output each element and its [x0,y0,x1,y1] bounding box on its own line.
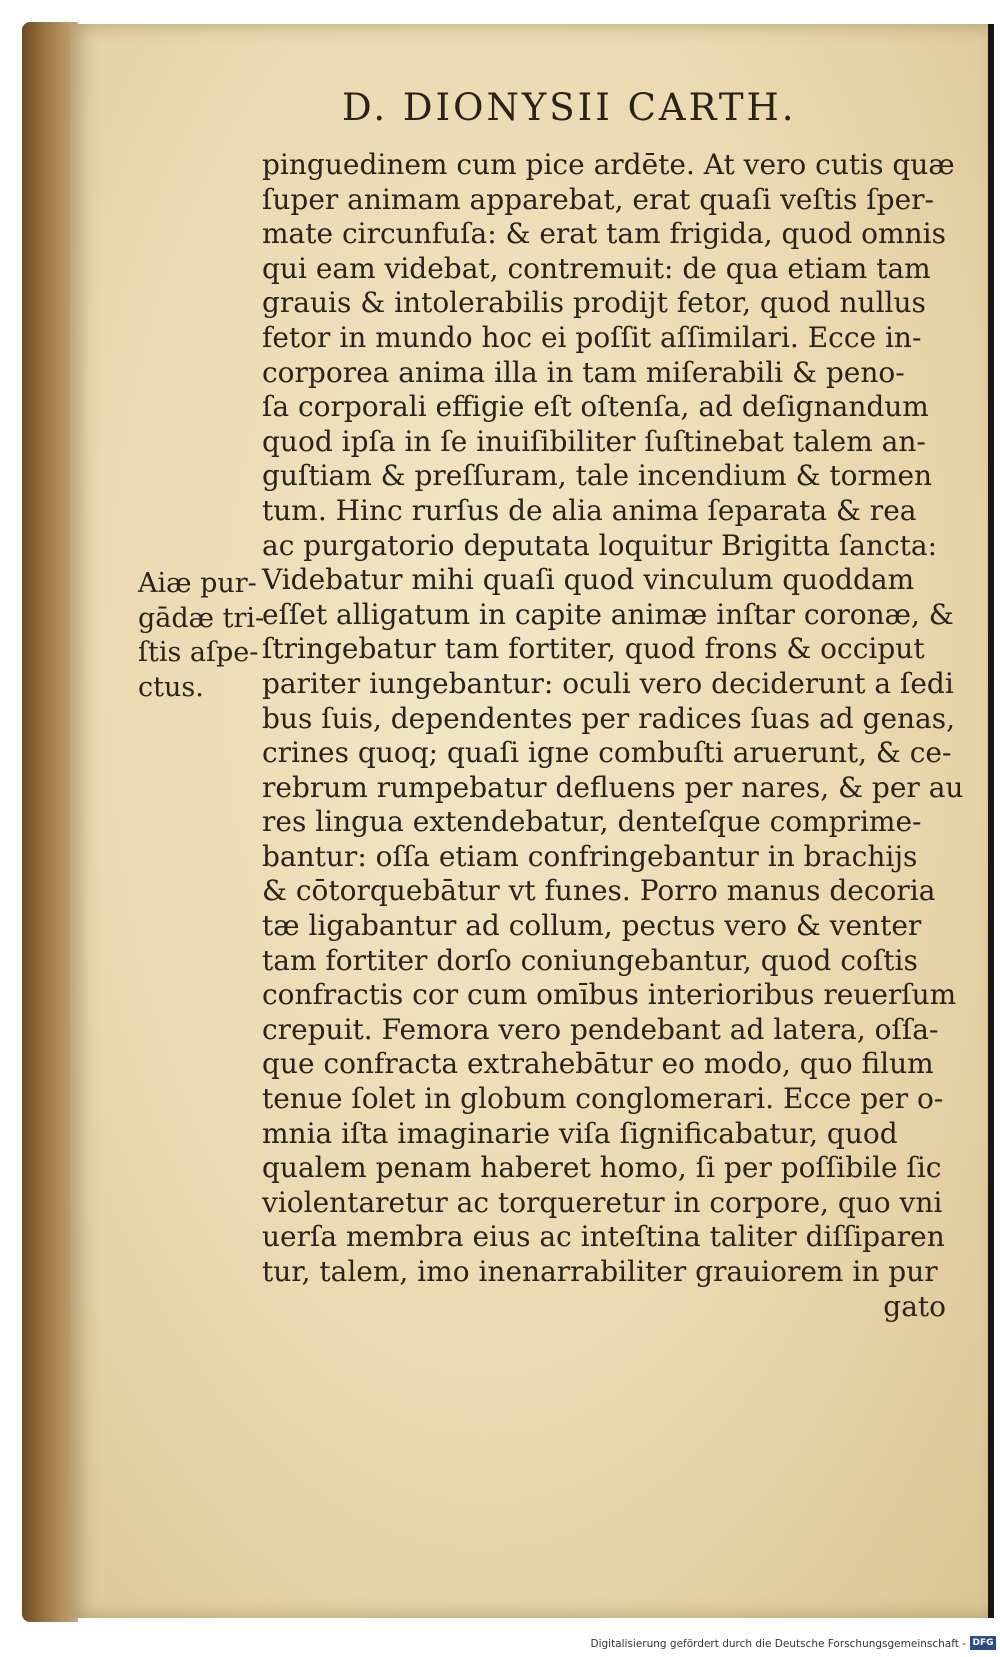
catchword: gato [883,1289,946,1323]
text-line: ſtringebatur tam fortiter, quod frons & occiput [262,632,925,666]
text-line: mate circunfuſa: & erat tam frigida, quod omnis [262,217,946,251]
running-header: D. DIONYSII CARTH. [342,86,797,129]
text-line: bantur: oſſa etiam confringebantur in brachijs [262,839,918,873]
marginal-note-line: ctus. [138,671,204,703]
text-line: guſtiam & preſſuram, tale incendium & tormen [262,459,933,493]
text-line: confractis cor cum omībus interioribus reuerſum [262,978,957,1012]
text-line: crepuit. Femora vero pendebant ad latera, oſſa- [262,1012,939,1046]
text-line: Videbatur mihi quaſi quod vinculum quoddam [262,563,915,597]
text-line: bus ſuis, dependentes per radices ſuas ad genas, [262,701,956,735]
text-line: tur, talem, imo inenarrabiliter grauiorem in pur [262,1255,938,1288]
text-line: violentaretur ac torqueretur in corpore, quo vni [262,1185,943,1219]
text-line: qui eam videbat, contremuit: de qua etiam tam [262,251,931,285]
marginal-note-line: gādæ tri- [138,602,265,634]
text-line: quod ipſa in ſe inuiſibiliter ſuſtinebat talem an- [262,424,926,458]
text-line: tam fortiter dorſo coniungebantur, quod coſtis [262,943,918,977]
marginal-note-line: Aiæ pur- [138,568,257,599]
text-line: ſa corporali effigie eſt oſtenſa, ad deſignandum [262,390,929,424]
marginal-note [138,567,264,705]
text-line: & cōtorquebātur vt funes. Porro manus decoria [262,874,936,908]
text-line: eſſet alligatum in capite animæ inſtar coronæ, & [262,597,954,631]
text-line: pinguedinem cum pice ardēte. At vero cutis quæ [262,148,955,181]
text-line: uerſa membra eius ac inteſtina taliter diſſiparen [262,1220,945,1254]
text-line: res lingua extendebatur, denteſque comprime- [262,805,922,839]
text-line: tenue ſolet in globum conglomerari. Ecce per o- [262,1082,944,1116]
text-line: tæ ligabantur ad collum, pectus vero & venter [262,909,922,943]
footer-bar [0,1630,1000,1657]
text-line: ſuper animam apparebat, erat quaſi veſtis ſper- [262,182,935,216]
text-line: fetor in mundo hoc ei poſſit aſſimilari. Ecce in- [262,320,922,354]
text-line: pariter iungebantur: oculi vero deciderunt a ſedi [262,666,954,700]
text-line: qualem penam haberet homo, ſi per poſſibile ſic [262,1151,942,1185]
dfg-logo: DFG [970,1636,996,1650]
funding-credit: Digitalisierung gefördert durch die Deutsche Forschungsgemeinschaft - [590,1638,966,1650]
text-line: corporea anima illa in tam miſerabili & peno- [262,355,905,389]
text-line: que confracta extrahebātur eo modo, quo filum [262,1047,934,1081]
text-line: ac purgatorio deputata loquitur Brigitta ſancta: [262,528,938,562]
text-line: rebrum rumpebatur defluens per nares, & per au [262,770,964,804]
text-line: tum. Hinc rurſus de alia anima ſeparata & rea [262,493,917,527]
marginal-note-line: ſtis aſpe- [138,637,259,669]
text-line: grauis & intolerabilis prodijt fetor, quod nullus [262,286,926,320]
text-line: crines quoq; quaſi igne combuſti aruerunt, & ce- [262,736,952,770]
main-text-block [262,148,964,1324]
text-line: mnia iſta imaginarie viſa ſignificabatur, quod [262,1116,898,1150]
